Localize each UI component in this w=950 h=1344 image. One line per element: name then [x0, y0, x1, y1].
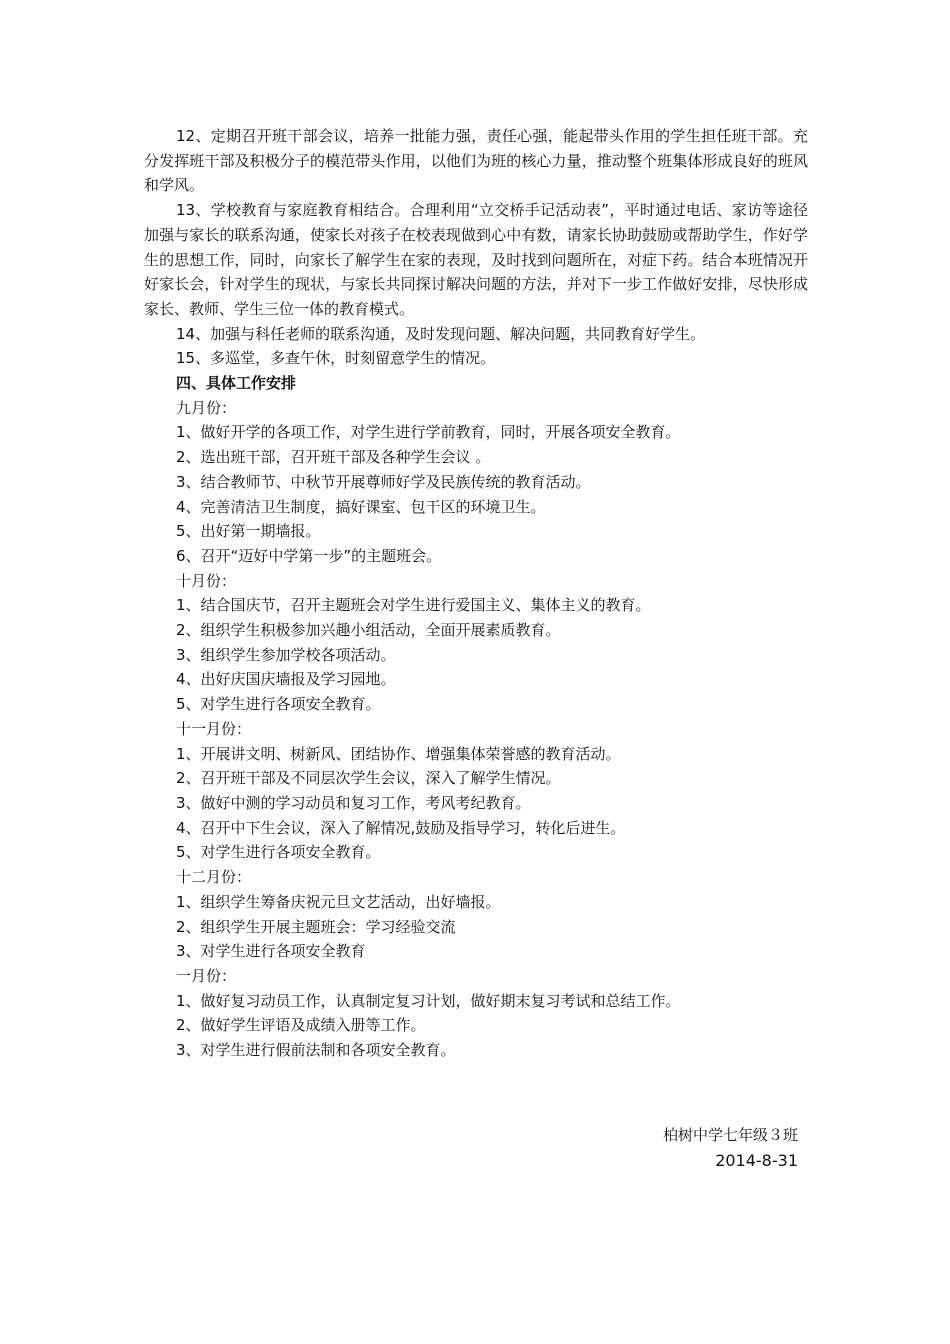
- list-item: 5、对学生进行各项安全教育。: [176, 843, 381, 862]
- month-title-october: 十月份：: [176, 571, 237, 590]
- list-item: 1、做好开学的各项工作，对学生进行学前教育，同时，开展各项安全教育。: [176, 423, 681, 442]
- list-item: 2、召开班干部及不同层次学生会议，深入了解学生情况。: [176, 769, 561, 788]
- signature-org: 柏树中学七年级３班: [662, 1126, 798, 1144]
- month-title-september: 九月份：: [176, 398, 237, 417]
- paragraph-13: 13、学校教育与家庭教育相结合。合理利用“立交桥手记活动表”，平时通过电话、家访等途径加强与家长的联系沟通，使家长对孩子在校表现做到心中有数，请家长协助鼓励或帮助学生，作好学生的思想工作，同时，向家长了解学生在家的表现，及时找到问题所在，对症下药。结合本班情况开好家长会，针对学生的现状，与家长共同探讨解决问题的方法，并对下一步工作做好安排，尽快形成家长、教师、学生三位一体的教育模式。: [144, 201, 808, 318]
- list-item: 1、做好复习动员工作，认真制定复习计划，做好期末复习考试和总结工作。: [176, 991, 681, 1010]
- list-item: 1、结合国庆节，召开主题班会对学生进行爱国主义、集体主义的教育。: [176, 596, 651, 615]
- item-14: 14、加强与科任老师的联系沟通，及时发现问题、解决问题，共同教育好学生。: [176, 324, 706, 343]
- list-item: 3、结合教师节、中秋节开展尊师好学及民族传统的教育活动。: [176, 472, 591, 491]
- month-title-november: 十一月份：: [176, 719, 252, 738]
- month-title-december: 十二月份：: [176, 868, 252, 887]
- signature-block: [663, 1122, 798, 1174]
- list-item: 3、组织学生参加学校各项活动。: [176, 645, 396, 664]
- paragraph-12: 12、定期召开班干部会议，培养一批能力强，责任心强，能起带头作用的学生担任班干部。充分发挥班干部及积极分子的模范带头作用，以他们为班的核心力量，推动整个班集体形成良好的班风和学风。: [144, 127, 808, 195]
- list-item: 3、做好中测的学习动员和复习工作，考风考纪教育。: [176, 793, 531, 812]
- document-body: [144, 124, 808, 1063]
- list-item: 2、组织学生开展主题班会：学习经验交流: [176, 917, 456, 936]
- list-item: 2、选出班干部，召开班干部及各种学生会议 。: [176, 448, 491, 467]
- list-item: 5、出好第一期墙报。: [176, 522, 321, 541]
- section-heading: 四、具体工作安排: [176, 374, 297, 393]
- list-item: 2、做好学生评语及成绩入册等工作。: [176, 1016, 426, 1035]
- month-title-january: 一月份：: [176, 966, 237, 985]
- list-item: 1、开展讲文明、树新风、团结协作、增强集体荣誉感的教育活动。: [176, 744, 621, 763]
- item-15: 15、多巡堂，多查午休，时刻留意学生的情况。: [176, 349, 496, 368]
- list-item: 3、对学生进行各项安全教育: [176, 942, 366, 961]
- list-item: 2、组织学生积极参加兴趣小组活动，全面开展素质教育。: [176, 621, 561, 640]
- list-item: 4、召开中下生会议，深入了解情况,鼓励及指导学习，转化后进生。: [176, 818, 626, 837]
- list-item: 5、对学生进行各项安全教育。: [176, 695, 381, 714]
- signature-date: 2014-8-31: [715, 1151, 798, 1170]
- list-item: 4、完善清洁卫生制度，搞好课室、包干区的环境卫生。: [176, 497, 546, 516]
- list-item: 4、出好庆国庆墙报及学习园地。: [176, 670, 396, 689]
- list-item: 3、对学生进行假前法制和各项安全教育。: [176, 1041, 456, 1060]
- list-item: 1、组织学生筹备庆祝元旦文艺活动，出好墙报。: [176, 892, 501, 911]
- list-item: 6、召开“迈好中学第一步”的主题班会。: [176, 546, 442, 565]
